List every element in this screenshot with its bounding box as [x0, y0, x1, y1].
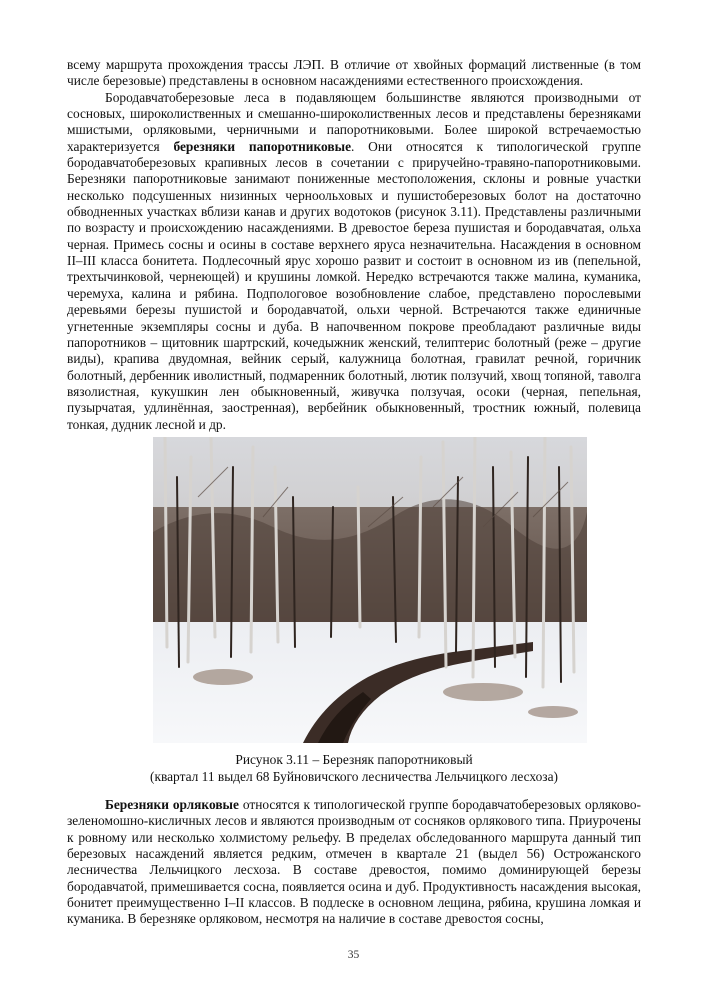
paragraph-ferns: Бородавчатоберезовые леса в подавляющем большинстве являются производными от сосновых, широколиственных и смешанно-широколиственных лесов и представлены березняками мшистыми, орляковыми, черничными и папоротниковыми. Более широкой встречаемостью характеризуется березняки папоротниковые. Они относятся к типологической группе бородавчатоберезовых крапивных лесов в сочетании с приручейно-травяно-папоротниковыми. Березняки папоротниковые занимают пониженные местоположения, склоны и ровные участки несколько подсушенных низинных черноольховых и пушистоберезовых болот на достаточно обводненных участках вблизи канав и других водотоков (рисунок 3.11). Представлены различными по возрасту и происхождению насаждениями. В древостое береза пушистая и бородавчатая, ольха черная. Примесь сосны и осины в составе верхнего яруса незначительна. Насаждения в основном II–III класса бонитета. Подлесочный ярус хорошо развит и состоит в основном из ив (пепельной, трехтычинковой, чернеющей) и крушины ломкой. Нередко встречаются также малина, куманика, черемуха, калина и рябина. Подпологовое возобновление слабое, представлено порослевыми деревьями березы пушистой и бородавчатой, ольхи черной. Встречаются также единичные угнетенные экземпляры сосны и дуба. В напочвенном покрове преобладают различные виды папоротников – щитовник шартрский, кочедыжник женский, телиптерис болотный (реже – другие виды), крапива двудомная, вейник серый, калужница болотная, гравилат речной, горичник болотный, дербенник иволистный, подмаренник болотный, лютик ползучий, хвощ топяной, таволга вязолистная, кукушкин лен обыкновенный, живучка ползучая, осоки (черная, пепельная, пузырчатая, удлинённая, заостренная), вербейник обыкновенный, тростник южный, полевица тонкая, дудник лесной и др. — [67, 89, 641, 432]
forest-photo — [153, 437, 587, 743]
figure-caption-title: Рисунок 3.11 – Березняк папоротниковый — [235, 752, 473, 767]
text-block-top — [67, 57, 641, 433]
term-bracken: Березняки орляковые — [105, 797, 239, 812]
figure-caption-location: (квартал 11 выдел 68 Буйновичского лесничества Лельчицкого лесхоза) — [150, 769, 558, 784]
page-number: 35 — [347, 949, 360, 961]
paragraph-bracken: Березняки орляковые относятся к типологической группе бородавчатоберезовых орляково-зеленомошно-кисличных лесов и являются производным от сосняков орлякового типа. Приурочены к ровному или несколько холмистому рельефу. В пределах обследованного маршрута данный тип березовых насаждений является редким, отмечен в квартале 21 (выдел 56) Острожанского лесничества Лельчицкого лесхоза. В составе древостоя, помимо доминирующей березы бородавчатой, примешивается сосна, появляется осина и дуб. Продуктивность насаждения высокая, бонитет преимущественно I–II классов. В подлеске в основном лещина, рябина, крушина ломкая и куманика. В березняке орляковом, несмотря на наличие в составе древостоя сосны, — [67, 797, 641, 927]
term-ferns: березняки папоротниковые — [173, 138, 352, 154]
text-block-bottom — [67, 797, 641, 928]
paragraph-continuation: всему маршрута прохождения трассы ЛЭП. В отличие от хвойных формаций лиственные (в том числе березовые) представлены в основном насаждениями естественного происхождения. — [67, 57, 641, 89]
